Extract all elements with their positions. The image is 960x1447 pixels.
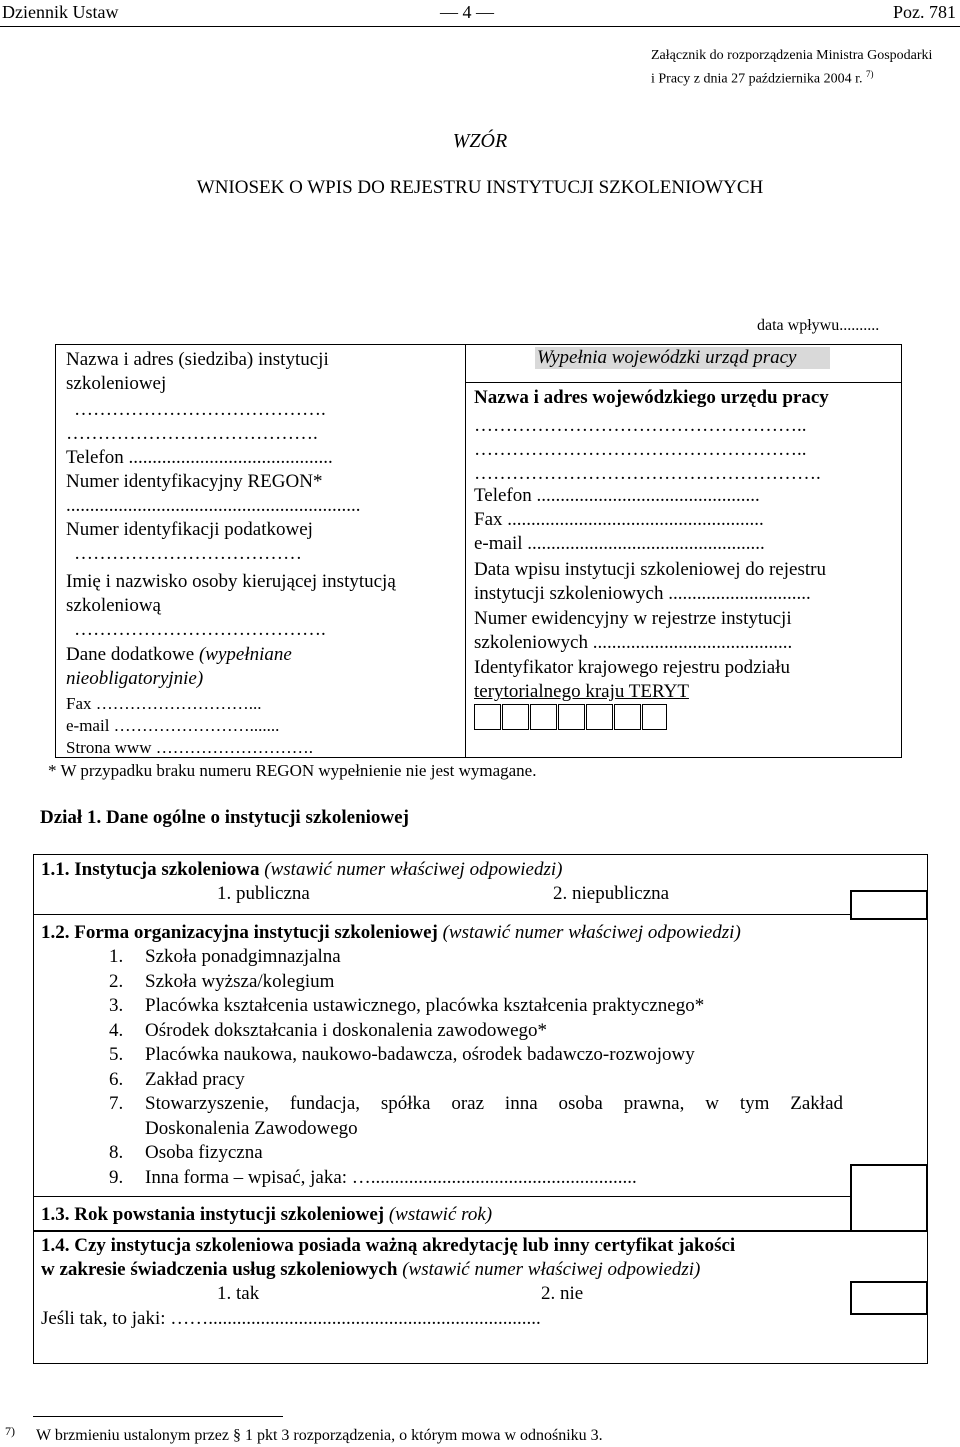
regon-label: Numer identyfikacyjny REGON*: [66, 471, 323, 492]
teryt-cell-6[interactable]: [614, 704, 641, 730]
q12-option-number: 1.: [109, 946, 124, 967]
q12-option-number: 6.: [109, 1068, 124, 1090]
nip-label: Numer identyfikacji podatkowej: [66, 519, 313, 540]
registry-number-label: Numer ewidencyjny w rejestrze instytucji: [474, 608, 792, 629]
director-label-cont: szkoleniową: [66, 595, 161, 616]
institution-address-field[interactable]: ………………………………….: [66, 423, 318, 444]
q13-answer-box[interactable]: [850, 1196, 928, 1232]
teryt-label-cont: terytorialnego kraju TERYT: [474, 681, 689, 702]
q14-certificate-field[interactable]: Jeśli tak, to jaki: ……......................................................................: [41, 1308, 541, 1329]
q11-label: 1.1. Instytucja szkoleniowa (wstawić numer właściwej odpowiedzi): [41, 859, 563, 880]
annex-line-2: i Pracy z dnia 27 października 2004 r. $^{7)}$: [651, 69, 874, 87]
q14-answer-box[interactable]: [850, 1281, 928, 1315]
office-fax-field[interactable]: Fax ......................................................: [474, 509, 764, 530]
footnote-rule: [33, 1416, 283, 1417]
director-label: Imię i nazwisko osoby kierującej instytucją: [66, 571, 396, 592]
q14-option-no: 2. nie: [541, 1283, 584, 1304]
phone-field[interactable]: Telefon ...........................................: [66, 447, 333, 468]
additional-data-label: Dane dodatkowe (wypełniane: [66, 644, 292, 665]
institution-name-label-cont: szkoleniowej: [66, 373, 167, 394]
q12-label: 1.2. Forma organizacyjna instytucji szkoleniowej (wstawić numer właściwej odpowiedzi): [41, 922, 741, 943]
director-field[interactable]: ………………………………….: [74, 619, 326, 640]
q12-option-number: 7.: [109, 1093, 124, 1114]
q12-option-text: Osoba fizyczna: [145, 1142, 263, 1163]
q12-option-text: Placówka kształcenia ustawicznego, placówka kształcenia praktycznego*: [145, 995, 705, 1016]
q12-option-text: Stowarzyszenie, fundacja, spółka oraz inna osoba prawna, w tym Zakład: [145, 1093, 843, 1114]
entry-date-label: Data wpisu instytucji szkoleniowej do rejestru: [474, 559, 826, 580]
office-address-field[interactable]: ……………………………………………..: [474, 439, 807, 460]
teryt-cell-7[interactable]: [642, 704, 667, 730]
q12-divider: [33, 1196, 850, 1197]
section-title: Dział 1. Dane ogólne o instytucji szkoleniowej: [40, 807, 409, 828]
regon-field[interactable]: ..............................................................: [66, 495, 361, 516]
q11-divider: [33, 914, 850, 915]
office-phone-field[interactable]: Telefon ...............................................: [474, 485, 760, 506]
q12-option-number: 9.: [109, 1166, 124, 1188]
annex-line-1: Załącznik do rozporządzenia Ministra Gospodarki: [651, 48, 933, 63]
teryt-cell-2[interactable]: [502, 704, 529, 730]
q12-option-number: 4.: [109, 1019, 124, 1041]
office-header: Wypełnia wojewódzki urząd pracy: [537, 347, 797, 368]
q12-option-number: 2.: [109, 970, 124, 992]
entry-date-field[interactable]: instytucji szkoleniowych ..............................: [474, 583, 811, 604]
q12-option-text: Inna forma – wpisać, jaka: …........................................................: [145, 1166, 637, 1188]
teryt-cell-5[interactable]: [586, 704, 613, 730]
header-journal: Dziennik Ustaw: [2, 2, 119, 22]
header-rule: [0, 26, 960, 27]
office-address-field-2[interactable]: ……………………………………………….: [474, 463, 821, 484]
q12-option-number: 5.: [109, 1044, 124, 1065]
teryt-label: Identyfikator krajowego rejestru podziału: [474, 657, 791, 678]
q14-label-cont: w zakresie świadczenia usług szkoleniowych (wstawić numer właściwej odpowiedzi): [41, 1259, 701, 1280]
q12-option-number: 8.: [109, 1142, 124, 1163]
q13-label: 1.3. Rok powstania instytucji szkoleniowej (wstawić rok): [41, 1204, 493, 1225]
q11-answer-box[interactable]: [850, 890, 928, 920]
office-name-label: Nazwa i adres wojewódzkiego urzędu pracy: [474, 387, 829, 408]
q12-option-text: Doskonalenia Zawodowego: [145, 1117, 358, 1139]
q14-option-yes: 1. tak: [217, 1283, 260, 1304]
q12-answer-box[interactable]: [850, 1164, 928, 1198]
q11-option-private: 2. niepubliczna: [553, 883, 670, 904]
q12-option-text: Szkoła ponadgimnazjalna: [145, 946, 341, 967]
template-label: WZÓR: [452, 130, 508, 152]
header-position: Poz. 781: [893, 2, 956, 22]
q12-option-text: Ośrodek dokształcania i doskonalenia zawodowego*: [145, 1019, 548, 1041]
footnote-text: W brzmieniu ustalonym przez § 1 pkt 3 rozporządzenia, o którym mowa w odnośniku 3.: [36, 1427, 603, 1444]
website-field[interactable]: Strona www ……………………….: [66, 738, 313, 757]
page-title: WNIOSEK O WPIS DO REJESTRU INSTYTUCJI SZKOLENIOWYCH: [196, 177, 764, 198]
institution-name-label: Nazwa i adres (siedziba) instytucji: [66, 349, 329, 370]
q13-divider: [33, 1230, 928, 1232]
q12-option-text: Szkoła wyższa/kolegium: [145, 970, 335, 992]
additional-data-note: nieobligatoryjnie): [66, 668, 204, 689]
regon-footnote: * W przypadku braku numeru REGON wypełnienie nie jest wymagane.: [48, 761, 537, 780]
office-header-divider: [465, 382, 902, 383]
teryt-cell-4[interactable]: [558, 704, 585, 730]
fax-field[interactable]: Fax ………………………...: [66, 694, 262, 713]
q14-label: 1.4. Czy instytucja szkoleniowa posiada ważną akredytację lub inny certyfikat jakości: [41, 1235, 736, 1256]
receipt-date-label: data wpływu..........: [757, 317, 880, 334]
nip-field[interactable]: ………………………………: [74, 543, 302, 564]
q12-option-text: Zakład pracy: [145, 1068, 245, 1090]
office-name-field[interactable]: ……………………………………………..: [474, 415, 807, 436]
institution-name-field[interactable]: ………………………………….: [74, 399, 326, 420]
q11-option-public: 1. publiczna: [217, 883, 310, 904]
q12-option-number: 3.: [109, 995, 124, 1016]
footnote-number: 7): [5, 1424, 15, 1438]
q12-option-text: Placówka naukowa, naukowo-badawcza, ośrodek badawczo-rozwojowy: [145, 1044, 695, 1065]
registry-number-field[interactable]: szkoleniowych ..........................................: [474, 632, 793, 653]
teryt-cell-3[interactable]: [530, 704, 557, 730]
email-field[interactable]: e-mail …………………….......: [66, 716, 280, 735]
header-page-number: — 4 —: [440, 2, 494, 22]
office-email-field[interactable]: e-mail ..................................................: [474, 533, 765, 554]
teryt-cell-1[interactable]: [474, 704, 501, 730]
